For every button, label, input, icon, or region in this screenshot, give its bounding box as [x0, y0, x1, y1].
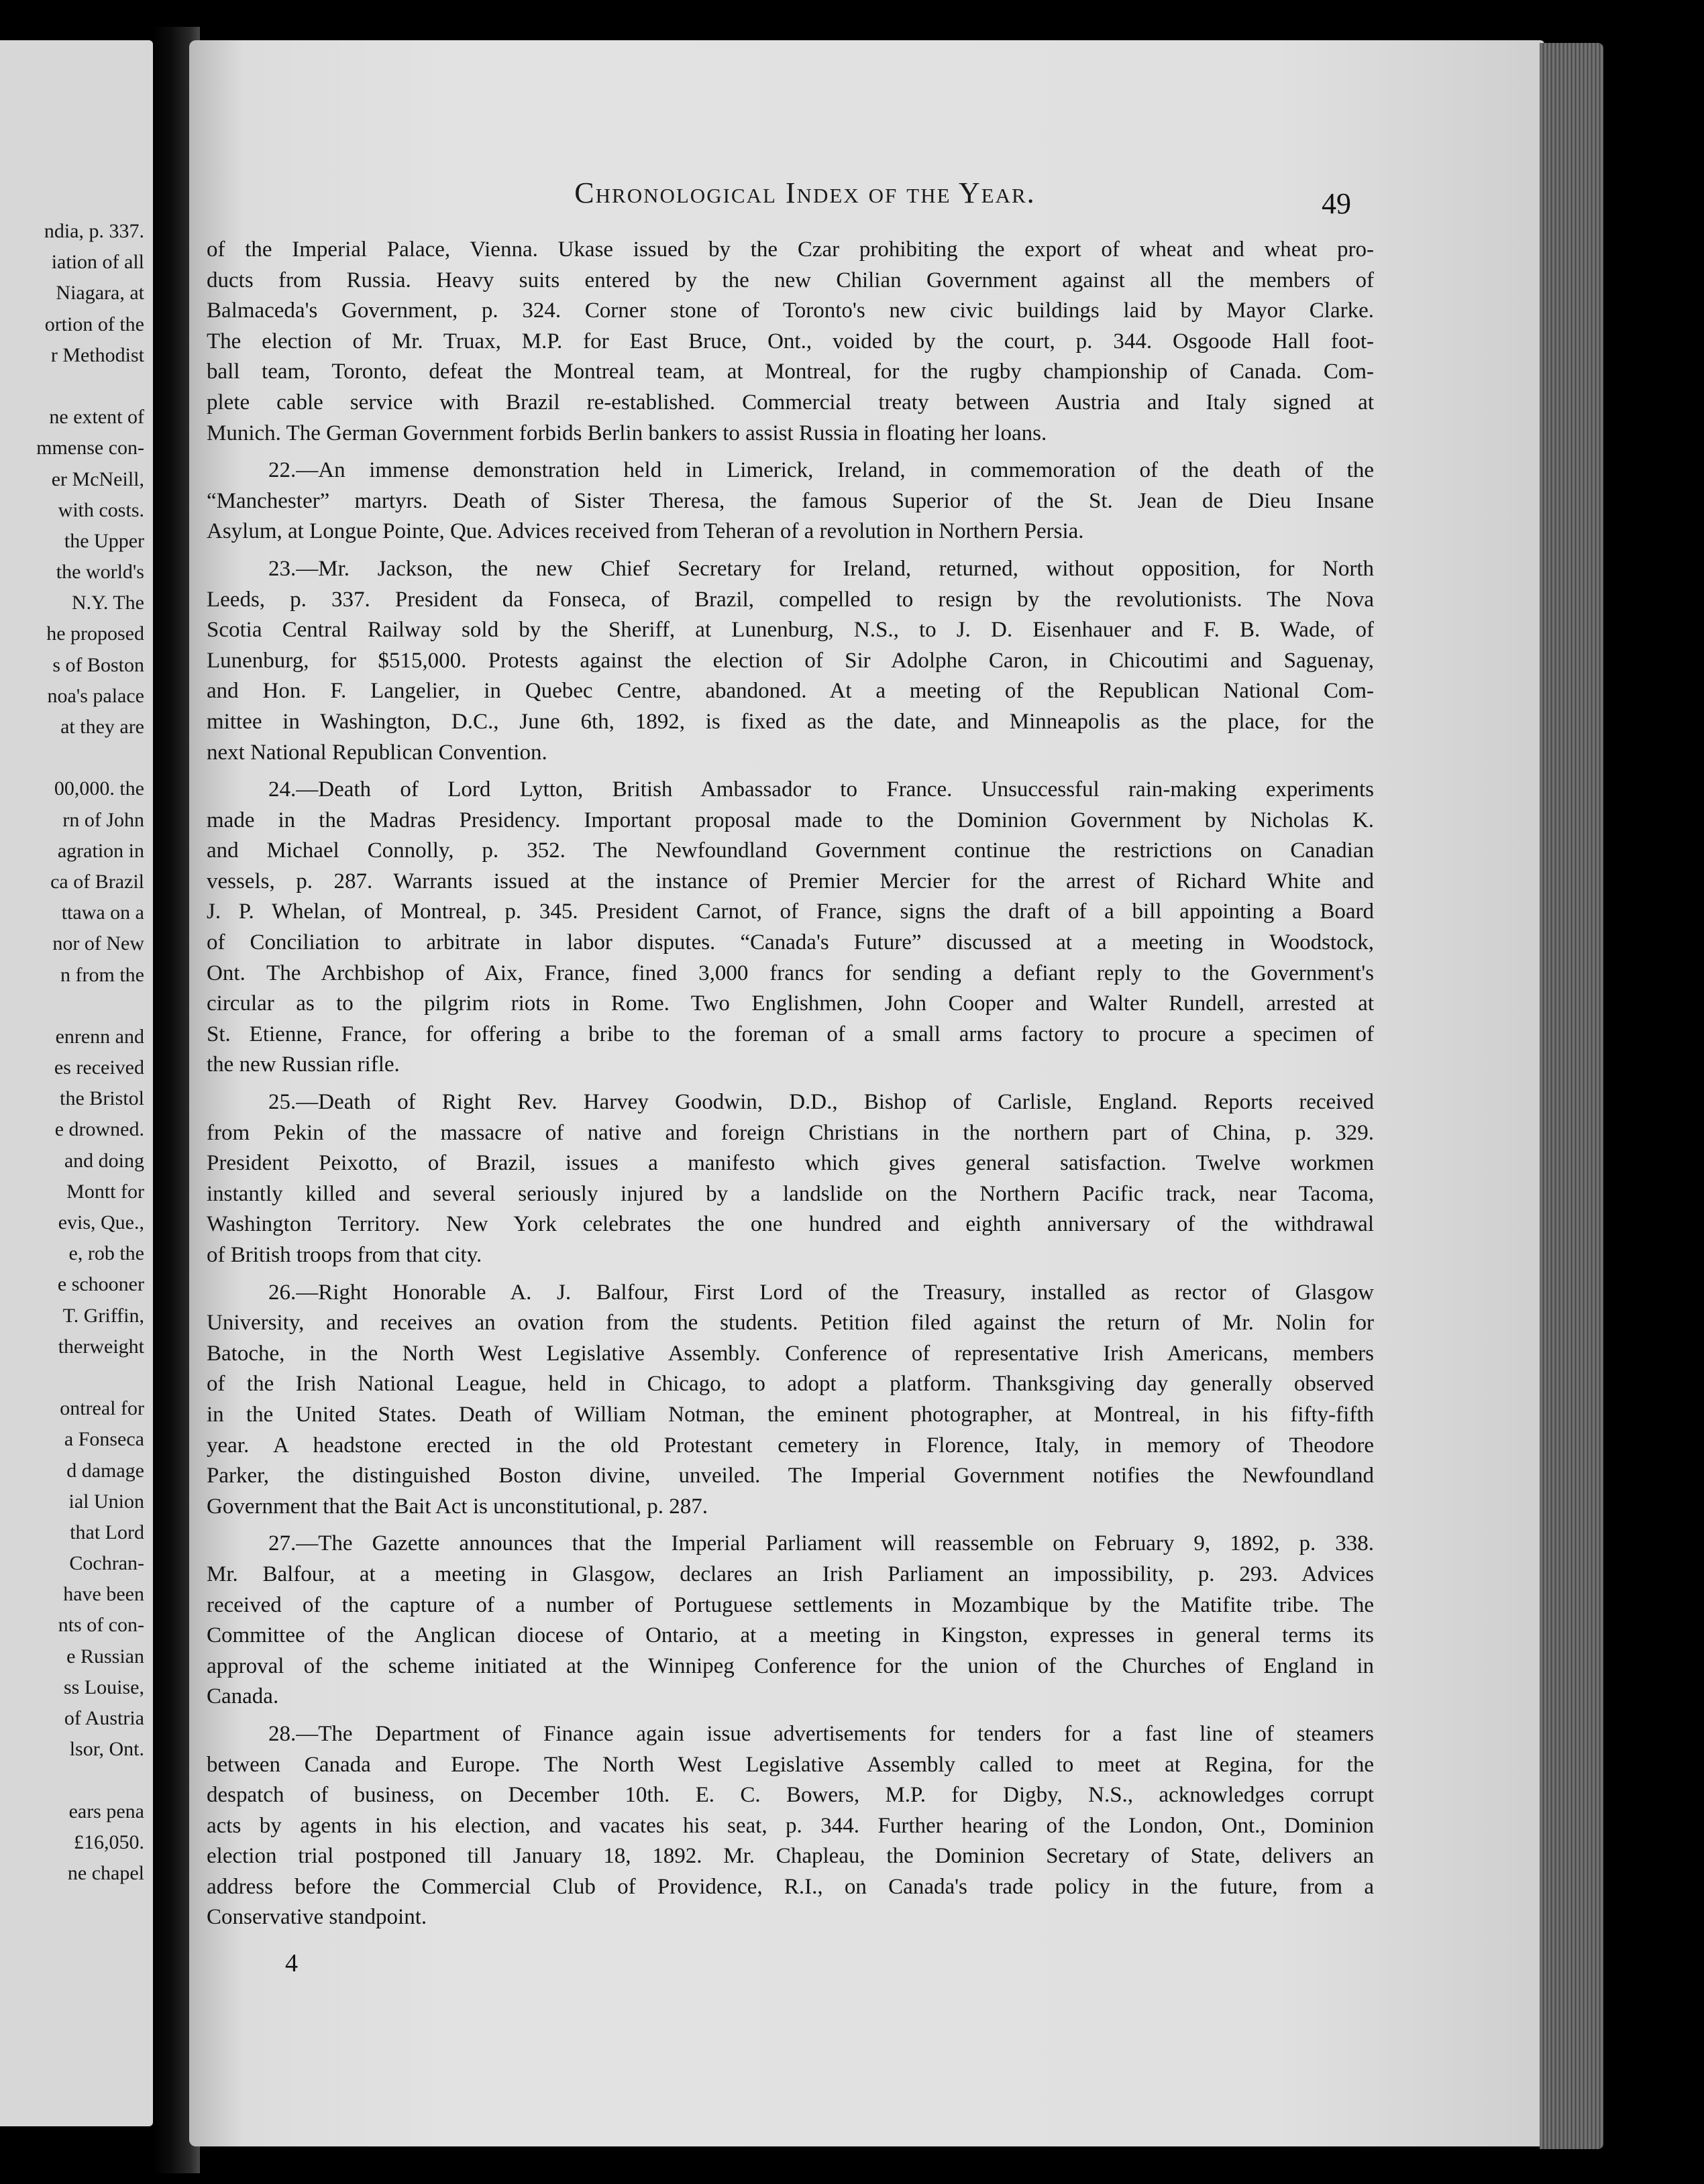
- text-line: Parker, the distinguished Boston divine, unveiled. The Imperial Government notifies the Newfoundland: [207, 1464, 1374, 1488]
- text-line: 26.—Right Honorable A. J. Balfour, First Lord of the Treasury, installed as rector of Glasgow: [268, 1280, 1374, 1305]
- chronology-entry: [207, 1529, 1374, 1712]
- left-page-line: that Lord: [70, 1521, 144, 1543]
- left-page-line: the Upper: [64, 529, 144, 552]
- chronology-entry: [207, 235, 1374, 449]
- left-page-line: enrenn and: [55, 1025, 144, 1048]
- signature-mark: 4: [285, 1949, 298, 1977]
- text-line: J. P. Whelan, of Montreal, p. 345. President Carnot, of France, signs the draft of a bill appointing a Board: [207, 899, 1374, 924]
- left-page-line: er McNeill,: [51, 468, 144, 490]
- left-page-line: ortion of the: [44, 313, 144, 335]
- text-line: the new Russian rifle.: [207, 1052, 400, 1077]
- left-page-line: have been: [63, 1583, 144, 1606]
- text-line: “Manchester” martyrs. Death of Sister Theresa, the famous Superior of the St. Jean de Dieu Insane: [207, 488, 1374, 513]
- left-page-line: noa's palace: [47, 684, 144, 707]
- text-line: and Michael Connolly, p. 352. The Newfoundland Government continue the restrictions on Canadian: [207, 838, 1374, 863]
- text-line: 22.—An immense demonstration held in Limerick, Ireland, in commemoration of the death of the: [268, 458, 1374, 483]
- left-page-line: n from the: [60, 963, 144, 986]
- text-line: Asylum, at Longue Pointe, Que. Advices received from Teheran of a revolution in Northern Persia.: [207, 519, 1084, 544]
- left-page-line: agration in: [57, 839, 144, 862]
- text-line: next National Republican Convention.: [207, 740, 547, 765]
- left-page-line: ttawa on a: [61, 902, 144, 924]
- text-line: acts by agents in his election, and vacates his seat, p. 344. Further hearing of the London, Ont., Dominion: [207, 1813, 1374, 1838]
- text-line: University, and receives an ovation from the students. Petition filed against the return of Mr. Nolin for: [207, 1311, 1374, 1335]
- text-line: approval of the scheme initiated at the Winnipeg Conference for the union of the Churches of England in: [207, 1653, 1374, 1678]
- left-page-line: a Fonseca: [64, 1428, 144, 1451]
- left-page-line: evis, Que.,: [58, 1211, 144, 1234]
- text-line: of Conciliation to arbitrate in labor disputes. “Canada's Future” discussed at a meeting in Woodstock,: [207, 930, 1374, 955]
- text-line: 24.—Death of Lord Lytton, British Ambassador to France. Unsuccessful rain-making experiments: [268, 777, 1374, 802]
- left-page-line: therweight: [58, 1335, 144, 1358]
- chronology-entry: [207, 1719, 1374, 1933]
- text-line: President Peixotto, of Brazil, issues a manifesto which gives general satisfaction. Twelve workmen: [207, 1151, 1374, 1176]
- left-page-line: r Methodist: [50, 343, 144, 366]
- text-line: 28.—The Department of Finance again issue advertisements for tenders for a fast line of steamers: [268, 1721, 1374, 1746]
- text-line: in the United States. Death of William Notman, the eminent photographer, at Montreal, in his fifty-fifth: [207, 1402, 1374, 1427]
- text-line: ball team, Toronto, defeat the Montreal team, at Montreal, for the rugby championship of Canada. Com-: [207, 360, 1374, 384]
- left-page-line: ne chapel: [67, 1861, 144, 1884]
- left-page-fragment: [0, 40, 153, 2126]
- left-page-line: [0, 991, 144, 1022]
- text-line: made in the Madras Presidency. Important proposal made to the Dominion Government by Nicholas K.: [207, 808, 1374, 832]
- left-page-line: the Bristol: [60, 1087, 144, 1110]
- text-line: Washington Territory. New York celebrates the one hundred and eighth anniversary of the withdrawal: [207, 1212, 1374, 1237]
- left-page-line: rn of John: [62, 808, 144, 831]
- text-line: Munich. The German Government forbids Berlin bankers to assist Russia in floating her loans.: [207, 421, 1047, 445]
- left-page-line: e Russian: [66, 1645, 144, 1668]
- text-line: of the Irish National League, held in Chicago, to adopt a platform. Thanksgiving day generally observed: [207, 1372, 1374, 1397]
- text-line: Ont. The Archbishop of Aix, France, fined 3,000 francs for sending a defiant reply to the Government's: [207, 961, 1374, 985]
- text-line: of the Imperial Palace, Vienna. Ukase issued by the Czar prohibiting the export of wheat and wheat pro-: [207, 237, 1374, 262]
- left-page-line: d damage: [66, 1459, 144, 1482]
- left-page-line: T. Griffin,: [62, 1304, 144, 1327]
- left-page-text: [0, 216, 144, 1889]
- left-page-line: es received: [54, 1056, 144, 1079]
- text-line: Leeds, p. 337. President da Fonseca, of Brazil, compelled to resign by the revolutionists. The Nova: [207, 587, 1374, 612]
- text-line: circular as to the pilgrim riots in Rome. Two Englishmen, John Cooper and Walter Rundell, arrested at: [207, 991, 1374, 1016]
- left-page-line: at they are: [60, 716, 144, 738]
- text-line: despatch of business, on December 10th. E. C. Bowers, M.P. for Digby, N.S., acknowledges corrupt: [207, 1783, 1374, 1808]
- chronology-body: [207, 235, 1374, 1933]
- text-line: Mr. Balfour, at a meeting in Glasgow, declares an Irish Parliament an impossibility, p. 293. Advices: [207, 1562, 1374, 1586]
- text-line: from Pekin of the massacre of native and foreign Christians in the northern part of China, p. 329.: [207, 1120, 1374, 1145]
- running-head: Chronological Index of the Year.: [574, 176, 1036, 209]
- text-line: Scotia Central Railway sold by the Sheriff, at Lunenburg, N.S., to J. D. Eisenhauer and F. B. Wade, of: [207, 618, 1374, 643]
- text-line: Committee of the Anglican diocese of Ontario, at a meeting in Kingston, expresses in general terms its: [207, 1623, 1374, 1648]
- left-page-line: e, rob the: [68, 1242, 144, 1265]
- chronology-entry: [207, 1278, 1374, 1523]
- left-page-line: Cochran-: [69, 1552, 144, 1575]
- left-page-line: of Austria: [64, 1707, 144, 1729]
- page-edge-stack: [1540, 43, 1603, 2149]
- left-page-line: he proposed: [46, 622, 144, 645]
- text-line: election trial postponed till January 18, 1892. Mr. Chapleau, the Dominion Secretary of State, delivers an: [207, 1844, 1374, 1869]
- text-line: Balmaceda's Government, p. 324. Corner stone of Toronto's new civic buildings laid by Mayor Clarke.: [207, 298, 1374, 323]
- left-page-line: ne extent of: [49, 406, 144, 429]
- left-page-line: Niagara, at: [56, 282, 144, 305]
- left-page-line: iation of all: [51, 251, 144, 274]
- left-page-line: nts of con-: [58, 1614, 144, 1637]
- chronology-entry: [207, 775, 1374, 1081]
- left-page-line: ss Louise,: [64, 1676, 144, 1698]
- text-line: instantly killed and several seriously injured by a landslide on the Northern Pacific track, near Tacoma,: [207, 1181, 1374, 1206]
- left-page-line: and doing: [64, 1149, 144, 1172]
- left-page-line: N.Y. The: [71, 592, 144, 614]
- text-line: of British troops from that city.: [207, 1243, 482, 1267]
- text-line: 25.—Death of Right Rev. Harvey Goodwin, D.D., Bishop of Carlisle, England. Reports received: [268, 1090, 1374, 1115]
- text-line: vessels, p. 287. Warrants issued at the instance of Premier Mercier for the arrest of Richard White and: [207, 869, 1374, 893]
- text-line: plete cable service with Brazil re-established. Commercial treaty between Austria and Italy signed at: [207, 390, 1374, 415]
- left-page-line: ndia, p. 337.: [44, 220, 144, 242]
- chronology-entry: [207, 554, 1374, 768]
- left-page-line: the world's: [56, 561, 144, 584]
- text-line: between Canada and Europe. The North West Legislative Assembly called to meet at Regina, for the: [207, 1752, 1374, 1777]
- left-page-line: nor of New: [52, 932, 144, 955]
- left-page-line: £16,050.: [74, 1831, 144, 1853]
- left-page-line: e schooner: [57, 1273, 144, 1296]
- text-line: ducts from Russia. Heavy suits entered by the new Chilian Government against all the members of: [207, 268, 1374, 292]
- left-page-line: [0, 1765, 144, 1796]
- left-page-line: mmense con-: [36, 437, 144, 459]
- chronology-entry: [207, 455, 1374, 547]
- text-line: received of the capture of a number of Portuguese settlements in Mozambique by the Matifite tribe. The: [207, 1592, 1374, 1617]
- left-page-line: ca of Brazil: [50, 870, 144, 893]
- left-page-line: [0, 371, 144, 402]
- text-line: Canada.: [207, 1684, 279, 1709]
- text-line: address before the Commercial Club of Providence, R.I., on Canada's trade policy in the future, from a: [207, 1874, 1374, 1899]
- left-page-line: ontreal for: [60, 1397, 144, 1420]
- text-line: Lunenburg, for $515,000. Protests against the election of Sir Adolphe Caron, in Chicoutimi and Saguenay,: [207, 648, 1374, 673]
- text-line: year. A headstone erected in the old Protestant cemetery in Florence, Italy, in memory of Theodore: [207, 1433, 1374, 1458]
- left-page-line: e drowned.: [54, 1118, 144, 1141]
- left-page-line: Montt for: [66, 1180, 144, 1203]
- text-line: Batoche, in the North West Legislative Assembly. Conference of representative Irish Americans, members: [207, 1341, 1374, 1366]
- left-page-line: 00,000. the: [54, 777, 144, 800]
- text-line: 23.—Mr. Jackson, the new Chief Secretary for Ireland, returned, without opposition, for North: [268, 556, 1374, 581]
- text-line: mittee in Washington, D.C., June 6th, 1892, is fixed as the date, and Minneapolis as the place, for the: [207, 709, 1374, 734]
- text-line: 27.—The Gazette announces that the Imperial Parliament will reassemble on February 9, 1892, p. 338.: [268, 1531, 1374, 1556]
- left-page-line: [0, 743, 144, 773]
- text-line: Government that the Bait Act is unconstitutional, p. 287.: [207, 1494, 708, 1519]
- text-line: Conservative standpoint.: [207, 1905, 427, 1930]
- left-page-line: lsor, Ont.: [69, 1738, 144, 1761]
- text-line: St. Etienne, France, for offering a bribe to the foreman of a small arms factory to procure a specimen of: [207, 1022, 1374, 1046]
- left-page-line: [0, 1362, 144, 1393]
- text-line: The election of Mr. Truax, M.P. for East Bruce, Ont., voided by the court, p. 344. Osgoode Hall foot-: [207, 329, 1374, 353]
- left-page-line: ears pena: [68, 1800, 144, 1822]
- text-line: and Hon. F. Langelier, in Quebec Centre, abandoned. At a meeting of the Republican National Com-: [207, 679, 1374, 704]
- chronology-entry: [207, 1087, 1374, 1271]
- left-page-line: s of Boston: [52, 653, 144, 676]
- left-page-line: with costs.: [58, 498, 144, 521]
- page-number: 49: [1322, 187, 1351, 220]
- left-page-line: ial Union: [68, 1490, 144, 1513]
